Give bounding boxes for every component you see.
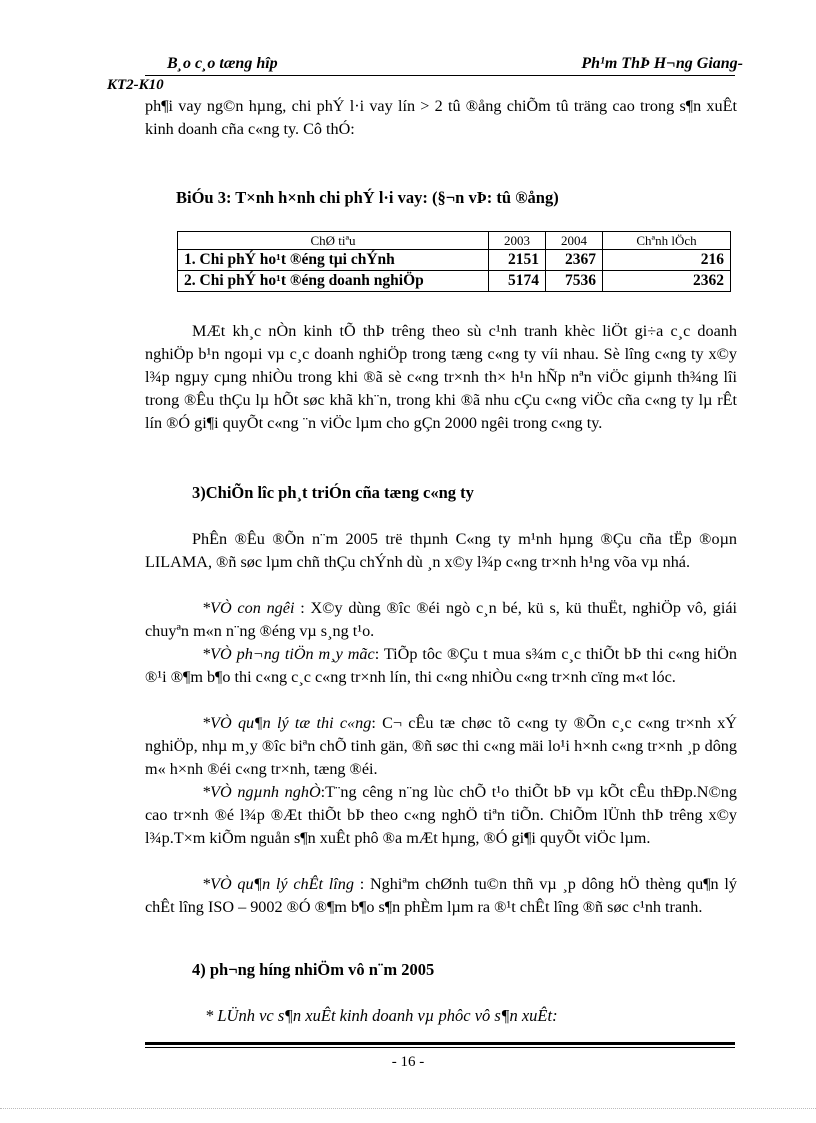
paragraph-loan: ph¶i vay ng©n hµng, chi phÝ l·i vay lín > 2 tû ®ång chiÕm tû träng cao trong s¶n xuÊt kinh doanh cña c«ng ty. Cô thÓ: bbox=[145, 97, 737, 138]
header-indicator: ChØ tiªu bbox=[178, 232, 489, 250]
paragraph-competition: MÆt kh¸c nÒn kinh tÕ thÞ trêng theo sù c¹nh tranh khèc liÖt gi÷a c¸c doanh nghiÖp b¹n ngoµi vµ c¸c doanh nghiÖp trong tæng c«ng ty víi nhau. Sè lîng c«ng ty x©y l¾p ngµy cµng nhiÒu trong khi ®ã sè c«ng tr×nh th× h¹n hÑp nªn viÖc giµnh th¾ng lîi trong ®Êu thÇu lµ hÕt søc khã kh¨n, trong khi ®ã nhu cÇu c«ng viÖc cña c«ng ty lµ rÊt lín ®Ó gi¶i quyÕt c«ng ¨n viÖc lµm cho gÇn 2000 ngêi trong c«ng ty. bbox=[145, 322, 737, 432]
bullet-text: : TiÕp tôc ®Çu t mua s¾m c¸c thiÕt bÞ thi c«ng hiÖn ®¹i ®¶m b¶o thi c«ng c¸c c«ng tr×nh lín, thi c«ng nhiÒu c«ng tr×nh cïng m«t lóc. bbox=[145, 645, 738, 686]
bullet-label: *VÒ qu¶n lý tæ thi c«ng bbox=[202, 714, 372, 732]
bullet-text: :T¨ng cêng n¨ng lùc chÕ t¹o thiÕt bÞ vµ kÕt cÊu thÐp.N©ng cao tr×nh ®é l¾p ®Æt thiÕt bÞ theo c«ng nghÖ tiªn tiÕn. ChiÕm lÜnh thÞ trêng x©y l¾p.T×m kiÕm nguån s¶n xuÊt phô ®a mÆt hµng, ®Ó gi¶i quyÕt viÖc lµm. bbox=[145, 783, 737, 847]
bullet-text: : Nghiªm chØnh tu©n thñ vµ ¸p dông hÖ thèng qu¶n lý chÊt lîng ISO – 9002 ®Ó ®¶m b¶o s¶n phÈm lµm ra ®¹t chÊt lîng ®ñ søc c¹nh tranh. bbox=[145, 875, 737, 916]
header-2003: 2003 bbox=[489, 232, 546, 250]
table-header-row bbox=[178, 232, 731, 250]
page-number: - 16 - bbox=[391, 1054, 425, 1070]
bullet-label: *VÒ ngµnh nghÒ bbox=[202, 783, 321, 801]
row-label: 1. Chi phÝ ho¹t ®éng tµi chÝnh bbox=[178, 250, 489, 271]
paragraph-goal: PhÊn ®Êu ®Õn n¨m 2005 trë thµnh C«ng ty m¹nh hµng ®Çu cña tËp ®oµn LILAMA, ®ñ søc lµm chñ thÇu chÝnh dù ¸n x©y l¾p c«ng tr×nh h¹ng võa vµ nhá. bbox=[145, 530, 737, 571]
section-3-title: 3)ChiÕn lîc ph¸t triÓn cña tæng c«ng ty bbox=[192, 483, 474, 502]
bullet-equipment bbox=[145, 643, 737, 689]
footer-rule-thick bbox=[145, 1042, 735, 1045]
row-value-2004: 7536 bbox=[546, 271, 603, 292]
footer-rule-thin bbox=[145, 1047, 735, 1048]
row-difference: 216 bbox=[603, 250, 731, 271]
row-value-2003: 5174 bbox=[489, 271, 546, 292]
row-value-2003: 2151 bbox=[489, 250, 546, 271]
bullet-quality bbox=[145, 873, 737, 919]
page-border bbox=[0, 1108, 816, 1109]
bullet-label: *VÒ ph¬ng tiÖn m¸y mãc bbox=[202, 645, 375, 663]
table-title: BiÓu 3: T×nh h×nh chi phÝ l·i vay: (§¬n vÞ: tû ®ång) bbox=[176, 188, 559, 207]
section-4-subtitle: * LÜnh vc s¶n xuÊt kinh doanh vµ phôc vô s¶n xuÊt: bbox=[205, 1006, 558, 1025]
header-2004: 2004 bbox=[546, 232, 603, 250]
header-difference: Chªnh lÖch bbox=[603, 232, 731, 250]
author-name: Ph¹m ThÞ H¬ng Giang- bbox=[581, 55, 743, 72]
row-value-2004: 2367 bbox=[546, 250, 603, 271]
bullet-text: : C¬ cÊu tæ chøc tõ c«ng ty ®Õn c¸c c«ng tr×nh xÝ nghiÖp, nhµ m¸y ®îc biªn chÕ tinh gän, ®ñ søc thi c«ng mäi lo¹i h×nh c«ng tr×nh ¸p dông m« h×nh ®éi c«ng tr×nh, tæng ®éi. bbox=[145, 714, 738, 778]
row-label: 2. Chi phÝ ho¹t ®éng doanh nghiÖp bbox=[178, 271, 489, 292]
report-title: B¸o c¸o tæng hîp bbox=[167, 55, 278, 72]
bullet-management bbox=[145, 712, 737, 781]
bullet-label: *VÒ con ngêi bbox=[202, 599, 295, 617]
row-difference: 2362 bbox=[603, 271, 731, 292]
header-rule bbox=[145, 75, 735, 76]
bullet-text: : X©y dùng ®îc ®éi ngò c¸n bé, kü s, kü thuËt, nghiÖp vô, giái chuyªn m«n n¨ng ®éng vµ s¸ng t¹o. bbox=[145, 599, 737, 640]
interest-cost-table bbox=[177, 231, 731, 292]
bullet-people bbox=[145, 597, 737, 643]
bullet-industry bbox=[145, 781, 737, 850]
bullet-label: *VÒ qu¶n lý chÊt lîng bbox=[202, 875, 354, 893]
table-row bbox=[178, 271, 731, 292]
class-code: KT2-K10 bbox=[107, 77, 164, 93]
table-row bbox=[178, 250, 731, 271]
section-4-title: 4) ph¬ng híng nhiÖm vô n¨m 2005 bbox=[192, 960, 435, 979]
